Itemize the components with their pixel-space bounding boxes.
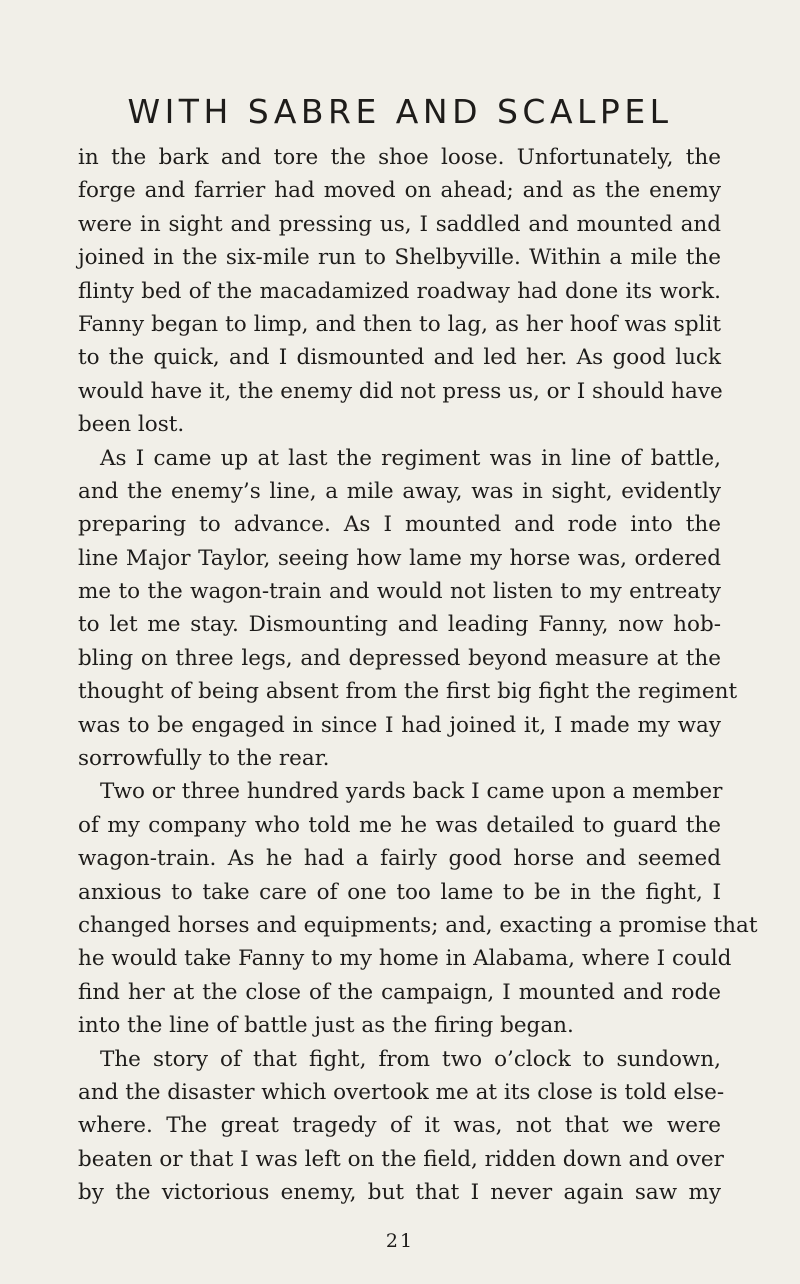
text-line: forge and farrier had moved on ahead; and as the enemy — [78, 178, 721, 204]
text-line: to the quick, and I dismounted and led her. As good luck — [78, 345, 721, 371]
text-line: Fanny began to limp, and then to lag, as her hoof was split — [78, 311, 721, 337]
text-line: me to the wagon-train and would not listen to my entreaty — [78, 579, 721, 605]
text-line: were in sight and pressing us, I saddled and mounted and — [78, 211, 721, 237]
text-line: to let me stay. Dismounting and leading Fanny, now hob- — [78, 612, 721, 638]
text-line: and the enemy’s line, a mile away, was in sight, evidently — [78, 478, 721, 504]
running-head: WITH SABRE AND SCALPEL — [127, 92, 673, 131]
text-line: thought of being absent from the first big fight the regiment — [78, 679, 738, 705]
text-line: in the bark and tore the shoe loose. Unfortunately, the — [78, 145, 721, 170]
text-line: find her at the close of the campaign, I mounted and rode — [78, 979, 721, 1005]
text-line: joined in the six-mile run to Shelbyville. Within a mile the — [78, 245, 721, 271]
text-line: would have it, the enemy did not press us, or I should have — [78, 378, 723, 404]
text-line: he would take Fanny to my home in Alabama, where I could — [78, 946, 732, 972]
text-line: sorrowfully to the rear. — [78, 746, 330, 772]
text-line: into the line of battle just as the firing began. — [78, 1013, 574, 1039]
text-line: was to be engaged in since I had joined it, I made my way — [78, 712, 721, 738]
text-line: of my company who told me he was detailed to guard the — [78, 812, 721, 838]
text-line: line Major Taylor, seeing how lame my horse was, ordered — [78, 545, 721, 571]
page-number: 21 — [385, 1230, 415, 1252]
body-text — [78, 141, 758, 1210]
text-line: flinty bed of the macadamized roadway had done its work. — [78, 278, 721, 304]
text-line: Two or three hundred yards back I came upon a member — [100, 779, 723, 805]
text-line: where. The great tragedy of it was, not that we were — [78, 1113, 721, 1139]
text-line: and the disaster which overtook me at its close is told else- — [78, 1079, 725, 1105]
text-line: wagon-train. As he had a fairly good horse and seemed — [78, 846, 721, 872]
text-line: been lost. — [78, 412, 185, 438]
text-line: beaten or that I was left on the field, ridden down and over — [78, 1146, 724, 1172]
text-line: As I came up at last the regiment was in line of battle, — [100, 445, 721, 471]
text-line: bling on three legs, and depressed beyond measure at the — [78, 645, 721, 671]
text-line: by the victorious enemy, but that I never again saw my — [78, 1180, 721, 1206]
text-line: preparing to advance. As I mounted and rode into the — [78, 512, 721, 538]
text-line: anxious to take care of one too lame to be in the fight, I — [78, 879, 721, 905]
text-line: The story of that fight, from two o’clock to sundown, — [100, 1046, 721, 1072]
text-line: changed horses and equipments; and, exacting a promise that — [78, 912, 758, 938]
